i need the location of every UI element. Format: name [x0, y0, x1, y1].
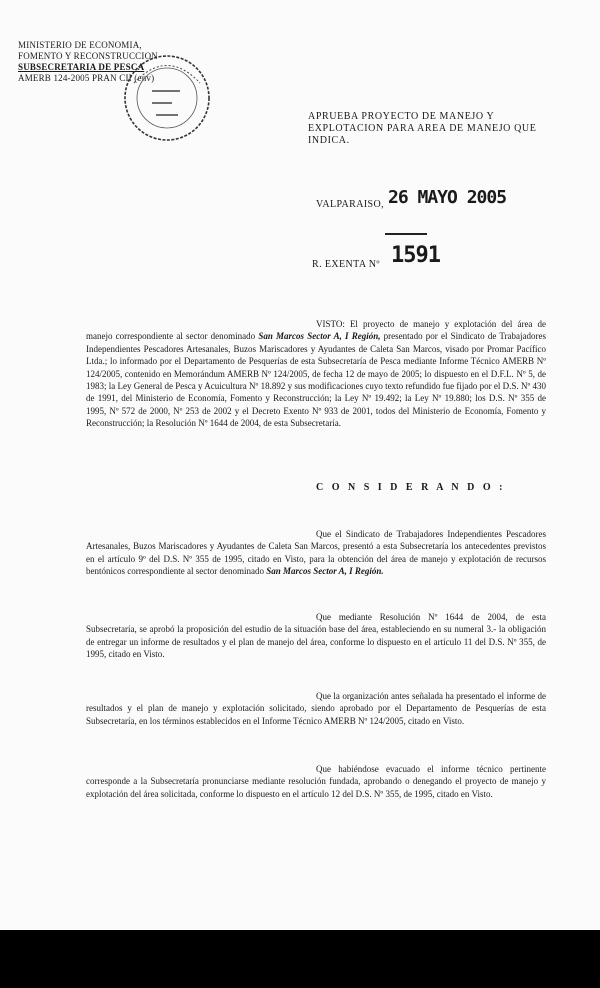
resolution-number: 1591 [391, 243, 440, 268]
ministry-line: MINISTERIO DE ECONOMIA, [18, 40, 142, 50]
considerando-paragraph-4 [86, 763, 546, 800]
visto-sector: San Marcos Sector A, I Región, [258, 331, 381, 342]
subject-line: INDICA. [308, 135, 350, 146]
resolution-subject [308, 111, 554, 147]
visto-paragraph [86, 318, 546, 430]
considerando-paragraph-3 [86, 690, 546, 727]
subsecretaria-line: SUBSECRETARIA DE PESCA [18, 62, 145, 72]
subject-line: EXPLOTACION PARA AREA DE MANEJO QUE [308, 123, 537, 134]
considerando-heading: C O N S I D E R A N D O : [316, 482, 506, 493]
date-stamp: 26 MAYO 2005 [388, 187, 507, 208]
official-seal-icon [122, 53, 212, 143]
visto-text-2: presentado por el Sindicato de Trabajadores Independientes Pescadores Artesanales, Buzos Mariscadores y Ayudantes de Caleta San Marcos, visado por Promar Pacífico Ltda.; lo informado por el Departamento de Pesquerías de esta Subsecretaría de Pesca mediante Informe Técnico AMERB Nº 124/2005, contenido en Memorándum AMERB Nº 124/2005, de fecha 12 de mayo de 2005; lo dispuesto en el D.F.L. Nº 5, de 1983; la Ley General de Pesca y Acuicultura Nº 18.892 y sus modificaciones cuyo texto refundido fue fijado por el D.S. Nº 430 de 1991, del Ministerio de Economía, Fomento y Reconstrucción; la Ley Nº 19.492; la Ley Nº 19.880; los D.S. Nº 355 de 1995, Nº 572 de 2000, Nº 253 de 2002 y el Decreto Exento Nº 933 de 2001, todos del Ministerio de Economía, Fomento y Reconstrucción; la Resolución Nº 1644 de 2004, de esta Subsecretaría. [86, 331, 547, 429]
resolution-label: R. EXENTA Nº [312, 259, 380, 270]
visto-text-1: El proyecto de manejo y explotación del área de manejo correspondiente al sector denominado [86, 319, 547, 342]
considerando-text: Que la organización antes señalada ha presentado el informe de resultados y el plan de manejo y explotación solicitado, siendo aprobado por el Departamento de Pesquerías de esta Subsecretaría, en los términos establecidos en el Informe Técnico AMERB Nº 124/2005, citado en Visto. [86, 691, 546, 726]
considerando-sector: San Marcos Sector A, I Región. [266, 566, 384, 577]
scan-border [0, 930, 600, 988]
subject-line: APRUEBA PROYECTO DE MANEJO Y [308, 111, 495, 122]
reference-line: AMERB 124-2005 PRAN CII (env) [18, 73, 155, 83]
considerando-text: Que el Sindicato de Trabajadores Independientes Pescadores Artesanales, Buzos Mariscadores y Ayudantes de Caleta San Marcos, presentó a esta Subsecretaría los antecedentes previstos en el artículo 9º del D.S. Nº 355 de 1995, citado en Visto, para la obtención del área de manejo y explotación de recursos bentónicos correspondiente al sector denominado [86, 529, 546, 577]
considerando-paragraph-2 [86, 611, 546, 661]
dash-mark [385, 233, 427, 239]
place-label: VALPARAISO, [316, 199, 385, 210]
considerando-text: Que mediante Resolución Nº 1644 de 2004, de esta Subsecretaría, se aprobó la proposición del estudio de la situación base del área, estableciendo en su numeral 3.- la obligación de entregar un informe de resultados y el plan de manejo del área, conforme lo dispuesto en el artículo 11 del D.S. Nº 355, de 1995, citado en Visto. [86, 612, 546, 660]
ministry-line-2: FOMENTO Y RECONSTRUCCION [18, 51, 158, 61]
considerando-paragraph-1 [86, 528, 546, 578]
visto-lead: VISTO: [316, 319, 345, 329]
considerando-text: Que habiéndose evacuado el informe técnico pertinente corresponde a la Subsecretaría pronunciarse mediante resolución fundada, aprobando o denegando el proyecto de manejo y explotación del área solicitada, conforme lo dispuesto en el artículo 12 del D.S. Nº 355, de 1995, citado en Visto. [86, 764, 546, 799]
